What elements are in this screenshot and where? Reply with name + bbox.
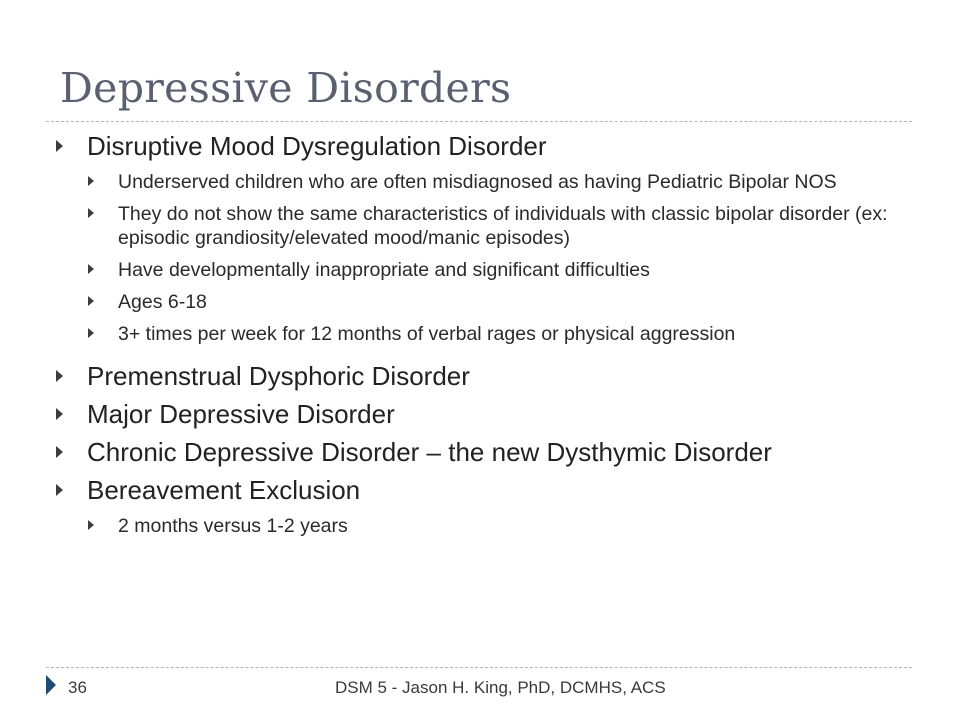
bullet-text: Disruptive Mood Dysregulation Disorder: [87, 131, 547, 161]
sub-bullet-item: [56, 514, 916, 538]
sub-bullet-item: [56, 170, 916, 194]
triangle-bullet-icon: [56, 140, 63, 152]
sub-bullet-text: Have developmentally inappropriate and significant difficulties: [118, 259, 650, 281]
bullet-item: [56, 474, 916, 506]
sub-bullet-item: [56, 322, 916, 346]
bullet-text: Bereavement Exclusion: [87, 475, 361, 505]
title-divider: [46, 121, 912, 122]
bullet-text: Premenstrual Dysphoric Disorder: [87, 361, 470, 391]
footer-triangle-icon: [46, 675, 56, 695]
footer-credit: DSM 5 - Jason H. King, PhD, DCMHS, ACS: [335, 678, 666, 697]
triangle-bullet-icon: [88, 520, 94, 530]
sub-bullet-text: Underserved children who are often misdiagnosed as having Pediatric Bipolar NOS: [118, 171, 837, 193]
sub-bullet-item: [56, 258, 916, 282]
sub-bullet-item: [56, 290, 916, 314]
triangle-bullet-icon: [56, 484, 63, 496]
bullet-item: [56, 436, 916, 468]
page-number: 36: [68, 678, 87, 697]
footer-divider: [46, 667, 912, 668]
bullet-item: [56, 360, 916, 392]
sub-bullet-text: They do not show the same characteristics of individuals with classic bipolar disorder (ex: episodic grandiosity/elevated mood/manic episodes): [118, 203, 888, 249]
sub-bullet-text: 2 months versus 1-2 years: [118, 515, 348, 537]
triangle-bullet-icon: [88, 328, 94, 338]
sub-bullet-text: Ages 6-18: [118, 291, 207, 313]
triangle-bullet-icon: [88, 296, 94, 306]
triangle-bullet-icon: [56, 446, 63, 458]
sub-bullet-text: 3+ times per week for 12 months of verbal rages or physical aggression: [118, 323, 736, 345]
triangle-bullet-icon: [56, 370, 63, 382]
sub-bullet-item: [56, 202, 916, 250]
triangle-bullet-icon: [88, 176, 94, 186]
triangle-bullet-icon: [56, 408, 63, 420]
triangle-bullet-icon: [88, 208, 94, 218]
triangle-bullet-icon: [88, 264, 94, 274]
bullet-item: [56, 130, 916, 162]
bullet-text: Major Depressive Disorder: [87, 399, 395, 429]
bullet-list: [56, 128, 916, 538]
bullet-text: Chronic Depressive Disorder – the new Dysthymic Disorder: [87, 437, 772, 467]
bullet-item: [56, 398, 916, 430]
slide-title: Depressive Disorders: [60, 64, 512, 112]
